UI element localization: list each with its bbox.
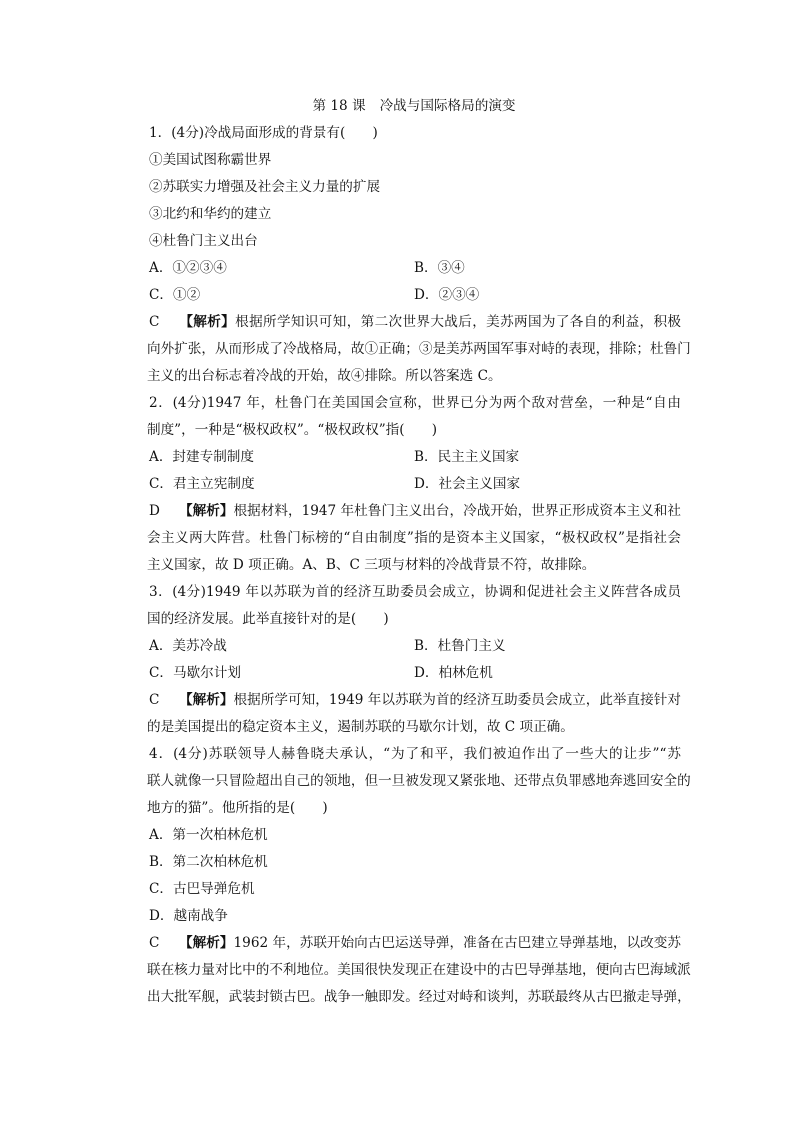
option-b: B．杜鲁门主义: [414, 638, 506, 654]
answer-letter: C: [149, 935, 160, 951]
analysis-line: 主义的出台标志着冷战的开始，故④排除。所以答案选 C。: [147, 368, 502, 384]
lesson-topic: 冷战与国际格局的演变: [379, 98, 516, 114]
question-4: [147, 741, 691, 1011]
question-stem: 2．(4分)1947 年，杜鲁门在美国国会宣称，世界已分为两个敌对营垒，一种是“自由: [149, 395, 681, 411]
lesson-number: 第 18 课: [312, 98, 366, 114]
option-row: [147, 633, 681, 660]
analysis-tag: 【解析】: [179, 935, 234, 951]
answer-letter: D: [149, 503, 160, 519]
page-title: [147, 95, 681, 117]
option-row: [147, 471, 681, 498]
answer-letter: C: [149, 692, 160, 708]
question-3: [147, 579, 681, 741]
analysis-line: 出大批军舰，武装封锁古巴。战争一触即发。经过对峙和谈判，苏联最终从古巴撤走导弹，: [147, 989, 691, 1005]
statement-item: ②苏联实力增强及社会主义力量的扩展: [149, 179, 381, 195]
analysis-line: 主义国家，故 D 项正确。A、B、C 三项与材料的冷战背景不符，故排除。: [147, 557, 596, 573]
option-d: D．②③④: [414, 287, 480, 303]
option-row: [147, 444, 681, 471]
question-1: [147, 120, 691, 390]
answer-letter: C: [149, 314, 160, 330]
option-a: A．第一次柏林危机: [149, 827, 268, 843]
statement-item: ④杜鲁门主义出台: [149, 233, 258, 249]
option-d: D．社会主义国家: [414, 476, 521, 492]
analysis-line: 的是美国提出的稳定资本主义，遏制苏联的马歇尔计划，故 C 项正确。: [147, 719, 574, 735]
analysis-line: 向外扩张，从而形成了冷战格局，故①正确；③是美苏两国军事对峙的表现，排除；杜鲁门: [147, 341, 691, 357]
analysis-line: C 【解析】根据所学知识可知，第二次世界大战后，美苏两国为了各自的利益，积极: [147, 309, 681, 336]
option-row: [147, 660, 681, 687]
analysis-line: 会主义两大阵营。杜鲁门标榜的“自由制度”指的是资本主义国家，“极权政权”是指社会: [147, 530, 681, 546]
statement-item: ③北约和华约的建立: [149, 206, 272, 222]
question-stem: 联人就像一只冒险超出自己的领地，但一旦被发现又紧张地、还带点负罪感地奔逃回安全的: [147, 773, 691, 789]
question-stem: 制度”，一种是“极权政权”。“极权政权”指( ): [147, 422, 438, 438]
analysis-tag: 【解析】: [179, 503, 234, 519]
question-2: [147, 390, 681, 579]
worksheet-page: [147, 95, 691, 1011]
analysis-line: C 【解析】根据所学可知，1949 年以苏联为首的经济互助委员会成立，此举直接针对: [147, 687, 681, 714]
option-row: [147, 282, 681, 309]
option-a: A．①②③④: [149, 260, 227, 276]
option-c: C．古巴导弹危机: [149, 881, 255, 897]
option-b: B．③④: [414, 260, 465, 276]
question-stem: 3．(4分)1949 年以苏联为首的经济互助委员会成立，协调和促进社会主义阵营各成员: [149, 584, 681, 600]
option-b: B．民主主义国家: [414, 449, 520, 465]
question-stem: 1．(4分)冷战局面形成的背景有( ): [149, 125, 378, 141]
option-a: A．美苏冷战: [149, 638, 227, 654]
analysis-line: 联在核力量对比中的不利地位。美国很快发现正在建设中的古巴导弹基地，便向古巴海域派: [147, 962, 691, 978]
option-d: D．越南战争: [149, 908, 228, 924]
option-c: C．①②: [149, 287, 201, 303]
analysis-line: C 【解析】1962 年，苏联开始向古巴运送导弹，准备在古巴建立导弹基地，以改变苏: [147, 930, 681, 957]
option-c: C．马歇尔计划: [149, 665, 241, 681]
option-b: B．第二次柏林危机: [149, 854, 268, 870]
option-a: A．封建专制制度: [149, 449, 254, 465]
question-stem: 国的经济发展。此举直接针对的是( ): [147, 611, 389, 627]
option-d: D．柏林危机: [414, 665, 493, 681]
analysis-tag: 【解析】: [179, 692, 234, 708]
analysis-tag: 【解析】: [179, 314, 236, 330]
statement-item: ①美国试图称霸世界: [149, 152, 272, 168]
question-stem: 地方的猫”。他所指的是( ): [147, 800, 328, 816]
analysis-line: D 【解析】根据材料，1947 年杜鲁门主义出台，冷战开始，世界正形成资本主义和社: [147, 498, 681, 525]
option-row: [147, 255, 681, 282]
question-stem: 4．(4分)苏联领导人赫鲁晓夫承认，“为了和平，我们被迫作出了一些大的让步”“苏: [149, 746, 681, 762]
option-c: C．君主立宪制度: [149, 476, 255, 492]
